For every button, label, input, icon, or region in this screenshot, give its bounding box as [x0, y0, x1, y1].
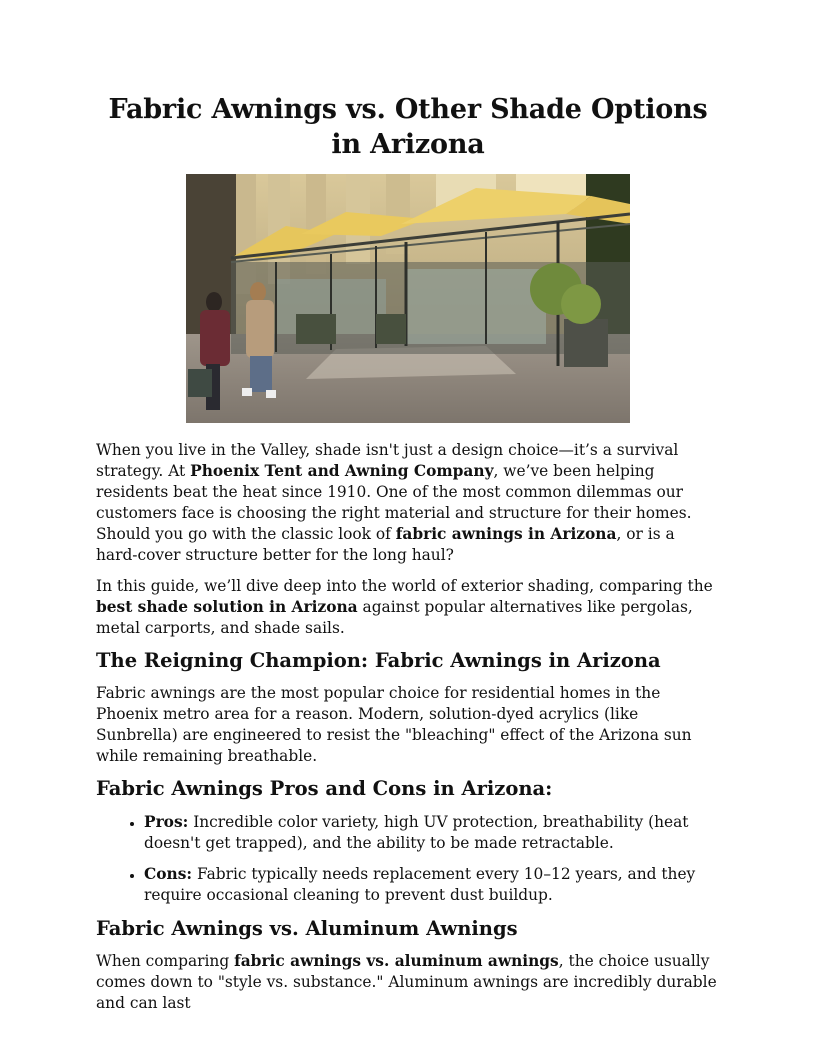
guide-paragraph: In this guide, we’ll dive deep into the world of exterior shading, comparing the best shade solution in Arizona against popular alternatives like pergolas, metal carports, and shade sails. [96, 577, 713, 637]
list-item-pros: • Pros: Incredible color variety, high UV protection, breathability (heat doesn't get trapped), and the ability to be made retractable. [144, 812, 720, 854]
heading-aluminum: Fabric Awnings vs. Aluminum Awnings [96, 917, 518, 940]
heading-pros-cons: Fabric Awnings Pros and Cons in Arizona: [96, 777, 553, 800]
intro-paragraph: When you live in the Valley, shade isn't just a design choice—it’s a survival strategy. At Phoenix Tent and Awning Company, we’ve been helping residents beat the heat since 1910. One of the most common dilemmas our customers face is choosing the right material and structure for their homes. Should you go with the classic look of fabric awnings in Arizona, or is a hard-cover structure better for the long haul? [96, 441, 692, 564]
aluminum-paragraph: When comparing fabric awnings vs. aluminum awnings, the choice usually comes down to "style vs. substance." Aluminum awnings are incredibly durable and can last [96, 952, 717, 1012]
champion-paragraph: Fabric awnings are the most popular choice for residential homes in the Phoenix metro area for a reason. Modern, solution-dyed acrylics (like Sunbrella) are engineered to resist the "bleaching" effect of the Arizona sun while remaining breathable. [96, 684, 692, 765]
awning-photo [186, 174, 630, 423]
list-item-cons: • Cons: Fabric typically needs replacement every 10–12 years, and they require occasional cleaning to prevent dust buildup. [144, 864, 720, 906]
page-title: Fabric Awnings vs. Other Shade Options in Arizona [108, 94, 708, 160]
pros-cons-list [96, 812, 720, 906]
document-page [96, 92, 720, 1014]
heading-champion: The Reigning Champion: Fabric Awnings in Arizona [96, 649, 661, 672]
